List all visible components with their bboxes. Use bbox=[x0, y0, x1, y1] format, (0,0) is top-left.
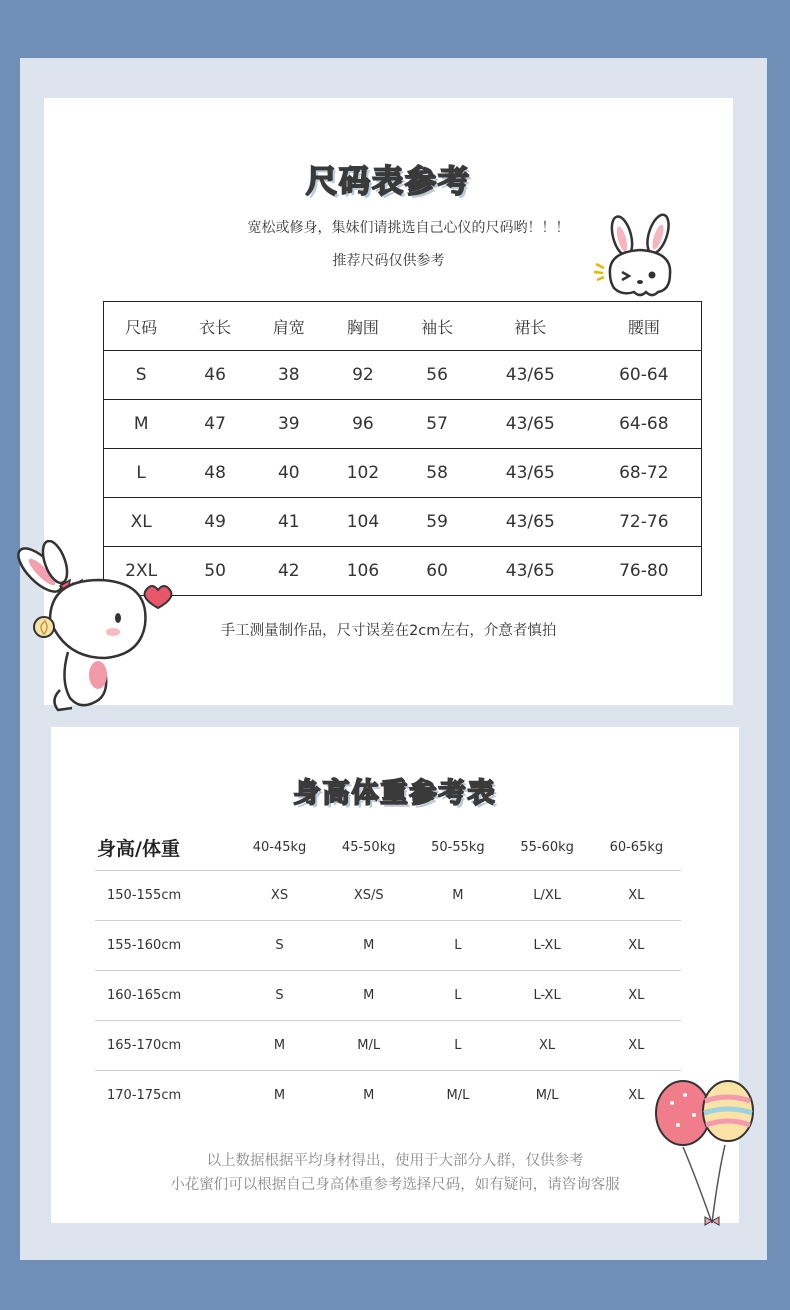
height-weight-note-1: 以上数据根据平均身材得出，使用于大部分人群，仅供参考 bbox=[206, 1153, 584, 1169]
size-chart-title: 尺码表参考 bbox=[306, 164, 471, 200]
size-table-header bbox=[104, 302, 702, 351]
table-cell: 47 bbox=[178, 400, 252, 449]
table-cell: XL bbox=[628, 1088, 645, 1103]
height-weight-table bbox=[95, 824, 681, 1120]
header-cell: 60-65kg bbox=[592, 824, 681, 871]
table-row bbox=[104, 400, 702, 449]
table-cell: 72-76 bbox=[587, 498, 702, 547]
size-table bbox=[103, 301, 702, 596]
table-cell: 58 bbox=[400, 449, 474, 498]
table-cell: L bbox=[413, 921, 502, 971]
table-cell: XL bbox=[592, 921, 681, 971]
header-cell: 肩宽 bbox=[252, 302, 326, 351]
table-cell: 43/65 bbox=[474, 547, 587, 596]
table-cell: M/L bbox=[446, 1088, 470, 1103]
table-cell: M bbox=[413, 871, 502, 921]
table-row bbox=[95, 871, 681, 921]
table-cell: 60 bbox=[400, 547, 474, 596]
table-cell: M/L bbox=[324, 1021, 413, 1071]
table-cell: M bbox=[324, 921, 413, 971]
header-cell: 衣长 bbox=[178, 302, 252, 351]
header-cell: 身高/体重 bbox=[95, 824, 235, 871]
table-cell: S bbox=[235, 971, 324, 1021]
table-cell: 68-72 bbox=[587, 449, 702, 498]
table-cell: 40 bbox=[252, 449, 326, 498]
balloons-icon bbox=[650, 1075, 760, 1230]
table-cell: 42 bbox=[252, 547, 326, 596]
table-cell: 41 bbox=[252, 498, 326, 547]
size-chart-subtitle-2: 推荐尺码仅供参考 bbox=[332, 253, 445, 269]
height-weight-card bbox=[51, 727, 739, 1223]
table-cell: XL bbox=[592, 1021, 681, 1071]
table-cell: 43/65 bbox=[474, 400, 587, 449]
table-cell: M bbox=[104, 400, 179, 449]
table-row bbox=[104, 449, 702, 498]
table-cell: 102 bbox=[326, 449, 401, 498]
table-cell: 59 bbox=[400, 498, 474, 547]
table-cell: XL bbox=[592, 971, 681, 1021]
table-cell: L bbox=[413, 1021, 502, 1071]
table-cell: 48 bbox=[178, 449, 252, 498]
table-cell: S bbox=[104, 351, 179, 400]
size-chart-subtitle: 宽松或修身，集妹们请挑选自己心仪的尺码哟！！！ bbox=[247, 220, 570, 236]
table-cell: 76-80 bbox=[587, 547, 702, 596]
header-cell: 腰围 bbox=[587, 302, 702, 351]
table-row bbox=[104, 498, 702, 547]
table-cell: 64-68 bbox=[587, 400, 702, 449]
bunny-heart-icon bbox=[10, 540, 175, 718]
bunny-wink-icon bbox=[592, 212, 692, 304]
header-cell: 40-45kg bbox=[235, 824, 324, 871]
table-row bbox=[95, 1071, 681, 1121]
header-cell: 50-55kg bbox=[413, 824, 502, 871]
table-cell: S bbox=[235, 921, 324, 971]
height-weight-note-2: 小花蜜们可以根据自己身高体重参考选择尺码，如有疑问，请咨询客服 bbox=[170, 1177, 620, 1193]
header-cell: 55-60kg bbox=[503, 824, 592, 871]
table-cell: 39 bbox=[252, 400, 326, 449]
table-cell: XL bbox=[104, 498, 179, 547]
table-row bbox=[95, 1021, 681, 1071]
table-cell: XS/S bbox=[324, 871, 413, 921]
table-row bbox=[95, 971, 681, 1021]
table-cell: 57 bbox=[400, 400, 474, 449]
table-cell: 160-165cm bbox=[95, 971, 235, 1021]
table-cell: 43/65 bbox=[474, 498, 587, 547]
table-cell: 2XL bbox=[104, 547, 179, 596]
table-row bbox=[104, 351, 702, 400]
table-cell: XL bbox=[592, 871, 681, 921]
table-cell: 106 bbox=[326, 547, 401, 596]
table-cell: 46 bbox=[178, 351, 252, 400]
table-cell: 165-170cm bbox=[95, 1021, 235, 1071]
table-cell: 50 bbox=[178, 547, 252, 596]
table-cell: L bbox=[413, 971, 502, 1021]
table-cell: M bbox=[273, 1088, 286, 1103]
table-cell: XS bbox=[235, 871, 324, 921]
table-cell: L bbox=[104, 449, 179, 498]
table-cell: 43/65 bbox=[474, 449, 587, 498]
header-cell: 袖长 bbox=[400, 302, 474, 351]
table-cell: L/XL bbox=[503, 871, 592, 921]
table-cell: 92 bbox=[326, 351, 401, 400]
header-cell: 裙长 bbox=[474, 302, 587, 351]
table-cell: 96 bbox=[326, 400, 401, 449]
header-cell: 胸围 bbox=[326, 302, 401, 351]
hw-table-header bbox=[95, 824, 681, 871]
table-cell: L-XL bbox=[503, 971, 592, 1021]
table-row bbox=[104, 547, 702, 596]
header-cell: 45-50kg bbox=[324, 824, 413, 871]
header-cell: 尺码 bbox=[104, 302, 179, 351]
height-weight-title: 身高体重参考表 bbox=[293, 778, 497, 809]
table-cell: 150-155cm bbox=[95, 871, 235, 921]
table-cell: 155-160cm bbox=[95, 921, 235, 971]
table-cell: 56 bbox=[400, 351, 474, 400]
table-cell: M bbox=[324, 971, 413, 1021]
table-cell: 170-175cm bbox=[107, 1088, 182, 1103]
table-cell: M bbox=[235, 1021, 324, 1071]
table-row bbox=[95, 921, 681, 971]
table-cell: L-XL bbox=[503, 921, 592, 971]
table-cell: M bbox=[363, 1088, 375, 1103]
table-cell: 43/65 bbox=[474, 351, 587, 400]
table-cell: XL bbox=[503, 1021, 592, 1071]
table-cell: 38 bbox=[252, 351, 326, 400]
table-cell: 104 bbox=[326, 498, 401, 547]
table-cell: M/L bbox=[535, 1088, 559, 1103]
table-cell: 60-64 bbox=[587, 351, 702, 400]
table-cell: 49 bbox=[178, 498, 252, 547]
size-chart-note: 手工测量制作品，尺寸误差在2cm左右，介意者慎拍 bbox=[220, 623, 557, 639]
